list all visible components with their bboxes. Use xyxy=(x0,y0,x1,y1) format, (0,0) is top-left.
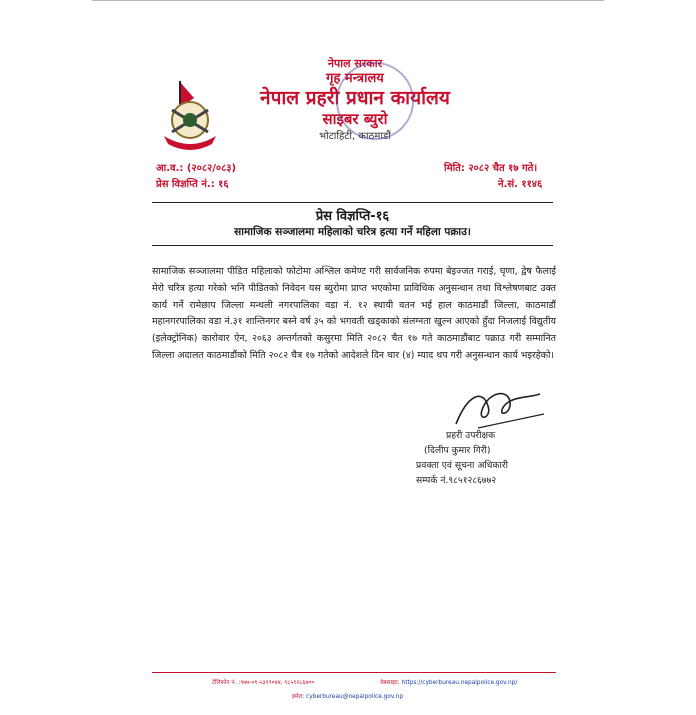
notice-subject: सामाजिक सञ्जालमा महिलाको चरित्र हत्या गर्ने महिला पक्राउ। xyxy=(234,226,471,238)
ministry-name: गृह मन्त्रालय xyxy=(326,71,384,86)
notice-body: सामाजिक सञ्जालमा पीडित महिलाको फोटोमा अश्लिल कमेण्ट गरी सार्वजनिक रुपमा बेइज्जत गराई, घृणा, द्वेष फैलाई मेरो चरित्र हत्या गरेको भनि पीडितको निवेदन यस ब्युरोमा प्राप्त भएकोमा प्राविधिक अनुसन्धान तथा विश्लेषणबाट उक्त कार्य गर्ने रामेछाप जिल्ला मन्थली नगरपालिका वडा नं. १२ स्थायी वतन भई हाल काठमाडौं जिल्ला, काठमाडौं महानगरपालिका वडा नं.३१ शान्तिनगर बस्ने वर्ष ३५ को भगवती खड्काको संलग्नता खुल्न आएको हुँदा निजलाई विद्युतीय (इलेक्ट्रोनिक) कारोवार ऐन, २०६३ अन्तर्गतको कसुरमा मिति २०८२ चैत १७ गते काठमाडौंबाट पक्राउ गरी सम्मानित जिल्ला अदालत काठमाडौंको मिति २०८२ चैत्र १७ गतेको आदेशले दिन चार (४) म्याद थप गरी अनुसन्धान कार्य भइरहेको। xyxy=(152,266,556,361)
email-link[interactable]: cyberbureau@nepalpolice.gov.np xyxy=(306,694,404,700)
nepal-police-emblem-icon xyxy=(150,78,230,154)
office-stamp-icon xyxy=(336,62,414,140)
signatory-block xyxy=(416,428,566,488)
notice-heading: प्रेस विज्ञप्ति-१६ xyxy=(315,209,390,224)
reference-number: ने.सं. ११४६ xyxy=(498,179,543,190)
government-name: नेपाल सरकार xyxy=(327,57,383,70)
footer-phone xyxy=(212,678,314,686)
email-label: इमेल: xyxy=(292,694,305,700)
release-date: मिति: २०८२ चैत १७ गते। xyxy=(444,163,538,174)
footer-divider xyxy=(152,672,556,673)
signatory-rank: प्रहरी उपरीक्षक xyxy=(446,430,496,441)
signature-icon xyxy=(448,384,548,434)
phone-label: टेलिफोन नं. xyxy=(212,680,237,686)
page-top-border xyxy=(92,0,604,1)
divider-top xyxy=(152,202,553,203)
footer-website xyxy=(380,678,517,686)
office-location: भोटाहिटी, काठमाडौं xyxy=(319,131,391,142)
signatory-contact: सम्पर्क नं.९८५१२८६७७२ xyxy=(416,475,497,486)
footer-email xyxy=(292,692,403,700)
office-name: नेपाल प्रहरी प्रधान कार्यालय xyxy=(260,87,450,109)
signatory-role: प्रवक्ता एवं सूचना अधिकारी xyxy=(416,460,508,471)
divider-bottom xyxy=(152,245,553,246)
website-label: वेबसाइट: xyxy=(380,680,400,686)
website-link[interactable]: https://cyberbureau.nepalpolice.gov.np/ xyxy=(401,680,518,686)
release-number: प्रेस विज्ञप्ति नं.: १६ xyxy=(156,179,229,190)
fiscal-year: आ.व.: (२०८२/०८३) xyxy=(156,163,237,174)
signatory-name: (दिलीप कुमार गिरी) xyxy=(424,445,491,456)
bureau-name: साइबर ब्युरो xyxy=(322,110,388,128)
phone-number: :९७७-०१-५३१९०४४, ९८५१२८६७०० xyxy=(238,680,315,686)
